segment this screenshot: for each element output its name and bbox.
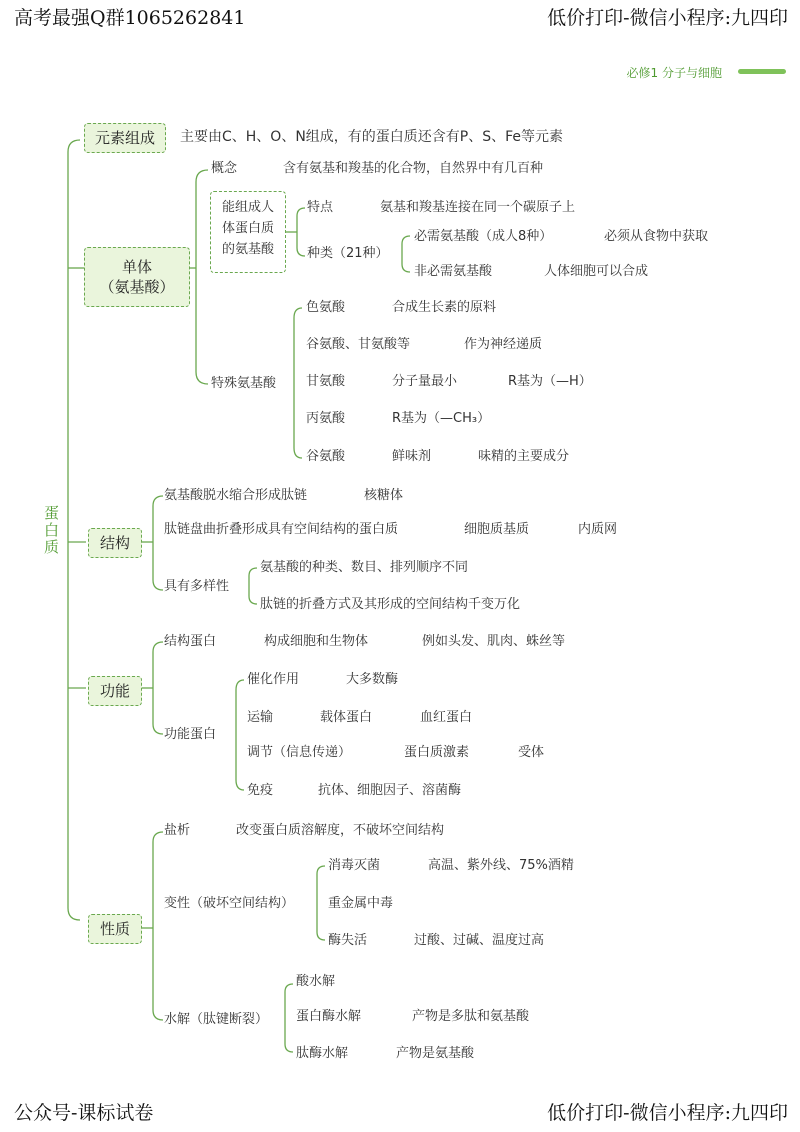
xingzhi-bianxing: 变性（破坏空间结构） bbox=[164, 896, 295, 911]
danti-tedian-text: 氨基和羧基连接在同一个碳原子上 bbox=[380, 200, 576, 215]
jiegou-duoyang2: 肽链的折叠方式及其形成的空间结构千变万化 bbox=[260, 597, 521, 612]
gongneng-item-name: 免疫 bbox=[247, 783, 274, 798]
jiegou-row2-place2: 内质网 bbox=[578, 522, 618, 537]
bianxing-item-desc: 高温、紫外线、75%酒精 bbox=[428, 858, 574, 873]
jiegou-row1: 氨基酸脱水缩合形成肽链 bbox=[164, 488, 308, 503]
gongneng-item-name: 催化作用 bbox=[247, 672, 300, 687]
watermark-top-right: 低价打印-微信小程序:九四印 bbox=[547, 7, 788, 29]
watermark-bottom-right: 低价打印-微信小程序:九四印 bbox=[547, 1102, 788, 1124]
gongneng-item-a: 大多数酶 bbox=[346, 672, 399, 687]
gongneng-gn: 功能蛋白 bbox=[164, 727, 217, 742]
special-row-extra: 味精的主要成分 bbox=[478, 449, 570, 464]
danti-feibixu: 非必需氨基酸 bbox=[414, 264, 493, 279]
danti-bixu: 必需氨基酸（成人8种） bbox=[414, 229, 553, 244]
danti-teshu: 特殊氨基酸 bbox=[211, 376, 277, 391]
jiegou-row1-place: 核糖体 bbox=[364, 488, 404, 503]
gongneng-item-b: 血红蛋白 bbox=[420, 710, 473, 725]
special-row-extra: R基为（—H） bbox=[508, 374, 592, 389]
xingzhi-yanxi: 盐析 bbox=[164, 823, 191, 838]
danti-gainian-text: 含有氨基和羧基的化合物，自然界中有几百种 bbox=[283, 161, 544, 176]
special-row-name: 丙氨酸 bbox=[306, 411, 346, 426]
neng-line2: 体蛋白质 bbox=[221, 221, 274, 236]
node-xingzhi: 性质 bbox=[88, 914, 142, 944]
danti-tedian: 特点 bbox=[307, 200, 334, 215]
bianxing-item-name: 酶失活 bbox=[328, 933, 368, 948]
shuijie-item-name: 肽酶水解 bbox=[296, 1046, 349, 1061]
jiegou-row2: 肽链盘曲折叠形成具有空间结构的蛋白质 bbox=[164, 522, 399, 537]
gongneng-jiegou: 结构蛋白 bbox=[164, 634, 217, 649]
neng-line1: 能组成人 bbox=[221, 200, 274, 215]
gongneng-item-name: 运输 bbox=[247, 710, 274, 725]
special-row-name: 色氨酸 bbox=[306, 300, 346, 315]
gongneng-item-a: 蛋白质激素 bbox=[404, 745, 470, 760]
special-row-name: 谷氨酸 bbox=[306, 449, 346, 464]
shuijie-item-desc: 产物是多肽和氨基酸 bbox=[412, 1009, 530, 1024]
bianxing-item-name: 重金属中毒 bbox=[328, 896, 394, 911]
gongneng-item-a: 载体蛋白 bbox=[320, 710, 373, 725]
watermark-bottom-left: 公众号-课标试卷 bbox=[14, 1102, 154, 1124]
special-row-name: 谷氨酸、甘氨酸等 bbox=[306, 337, 411, 352]
special-row-desc: 分子量最小 bbox=[392, 374, 458, 389]
special-row-desc: R基为（—CH₃） bbox=[392, 411, 491, 426]
watermark-top-left: 高考最强Q群1065262841 bbox=[14, 7, 246, 29]
danti-feibixu-text: 人体细胞可以合成 bbox=[544, 264, 649, 279]
gongneng-jiegou-desc: 构成细胞和生物体 bbox=[264, 634, 369, 649]
special-row-name: 甘氨酸 bbox=[306, 374, 346, 389]
bianxing-item-desc: 过酸、过碱、温度过高 bbox=[414, 933, 545, 948]
xingzhi-shuijie: 水解（肽键断裂） bbox=[164, 1012, 269, 1027]
node-gongneng: 功能 bbox=[88, 676, 142, 706]
shuijie-item-name: 蛋白酶水解 bbox=[296, 1009, 362, 1024]
danti-zhonglei: 种类（21种） bbox=[307, 246, 389, 261]
jiegou-duoyang: 具有多样性 bbox=[164, 579, 230, 594]
neng-line3: 的氨基酸 bbox=[221, 242, 274, 257]
jiegou-duoyang1: 氨基酸的种类、数目、排列顺序不同 bbox=[260, 560, 469, 575]
root-node-protein: 蛋白质 bbox=[42, 505, 60, 556]
section-header: 必修1 分子与细胞 bbox=[626, 66, 722, 80]
gongneng-jiegou-eg: 例如头发、肌肉、蛛丝等 bbox=[422, 634, 566, 649]
special-row-desc: 合成生长素的原料 bbox=[392, 300, 497, 315]
node-yuansu-zucheng: 元素组成 bbox=[84, 123, 166, 153]
node-jiegou: 结构 bbox=[88, 528, 142, 558]
danti-label-line1: 单体 bbox=[121, 258, 152, 276]
danti-gainian: 概念 bbox=[211, 161, 238, 176]
gongneng-item-a: 抗体、细胞因子、溶菌酶 bbox=[318, 783, 462, 798]
shuijie-item-name: 酸水解 bbox=[296, 974, 336, 989]
danti-label-line2: （氨基酸） bbox=[99, 278, 175, 296]
node-danti bbox=[84, 247, 190, 307]
danti-bixu-text: 必须从食物中获取 bbox=[604, 229, 709, 244]
bianxing-item-name: 消毒灭菌 bbox=[328, 858, 381, 873]
special-row-desc: 作为神经递质 bbox=[464, 337, 543, 352]
xingzhi-yanxi-text: 改变蛋白质溶解度，不破坏空间结构 bbox=[236, 823, 445, 838]
special-row-desc: 鲜味剂 bbox=[392, 449, 432, 464]
gongneng-item-b: 受体 bbox=[518, 745, 545, 760]
gongneng-item-name: 调节（信息传递） bbox=[247, 745, 352, 760]
shuijie-item-desc: 产物是氨基酸 bbox=[396, 1046, 475, 1061]
node-neng-zucheng bbox=[210, 191, 286, 273]
yuansu-text: 主要由C、H、O、N组成，有的蛋白质还含有P、S、Fe等元素 bbox=[180, 129, 564, 145]
jiegou-row2-place1: 细胞质基质 bbox=[464, 522, 530, 537]
